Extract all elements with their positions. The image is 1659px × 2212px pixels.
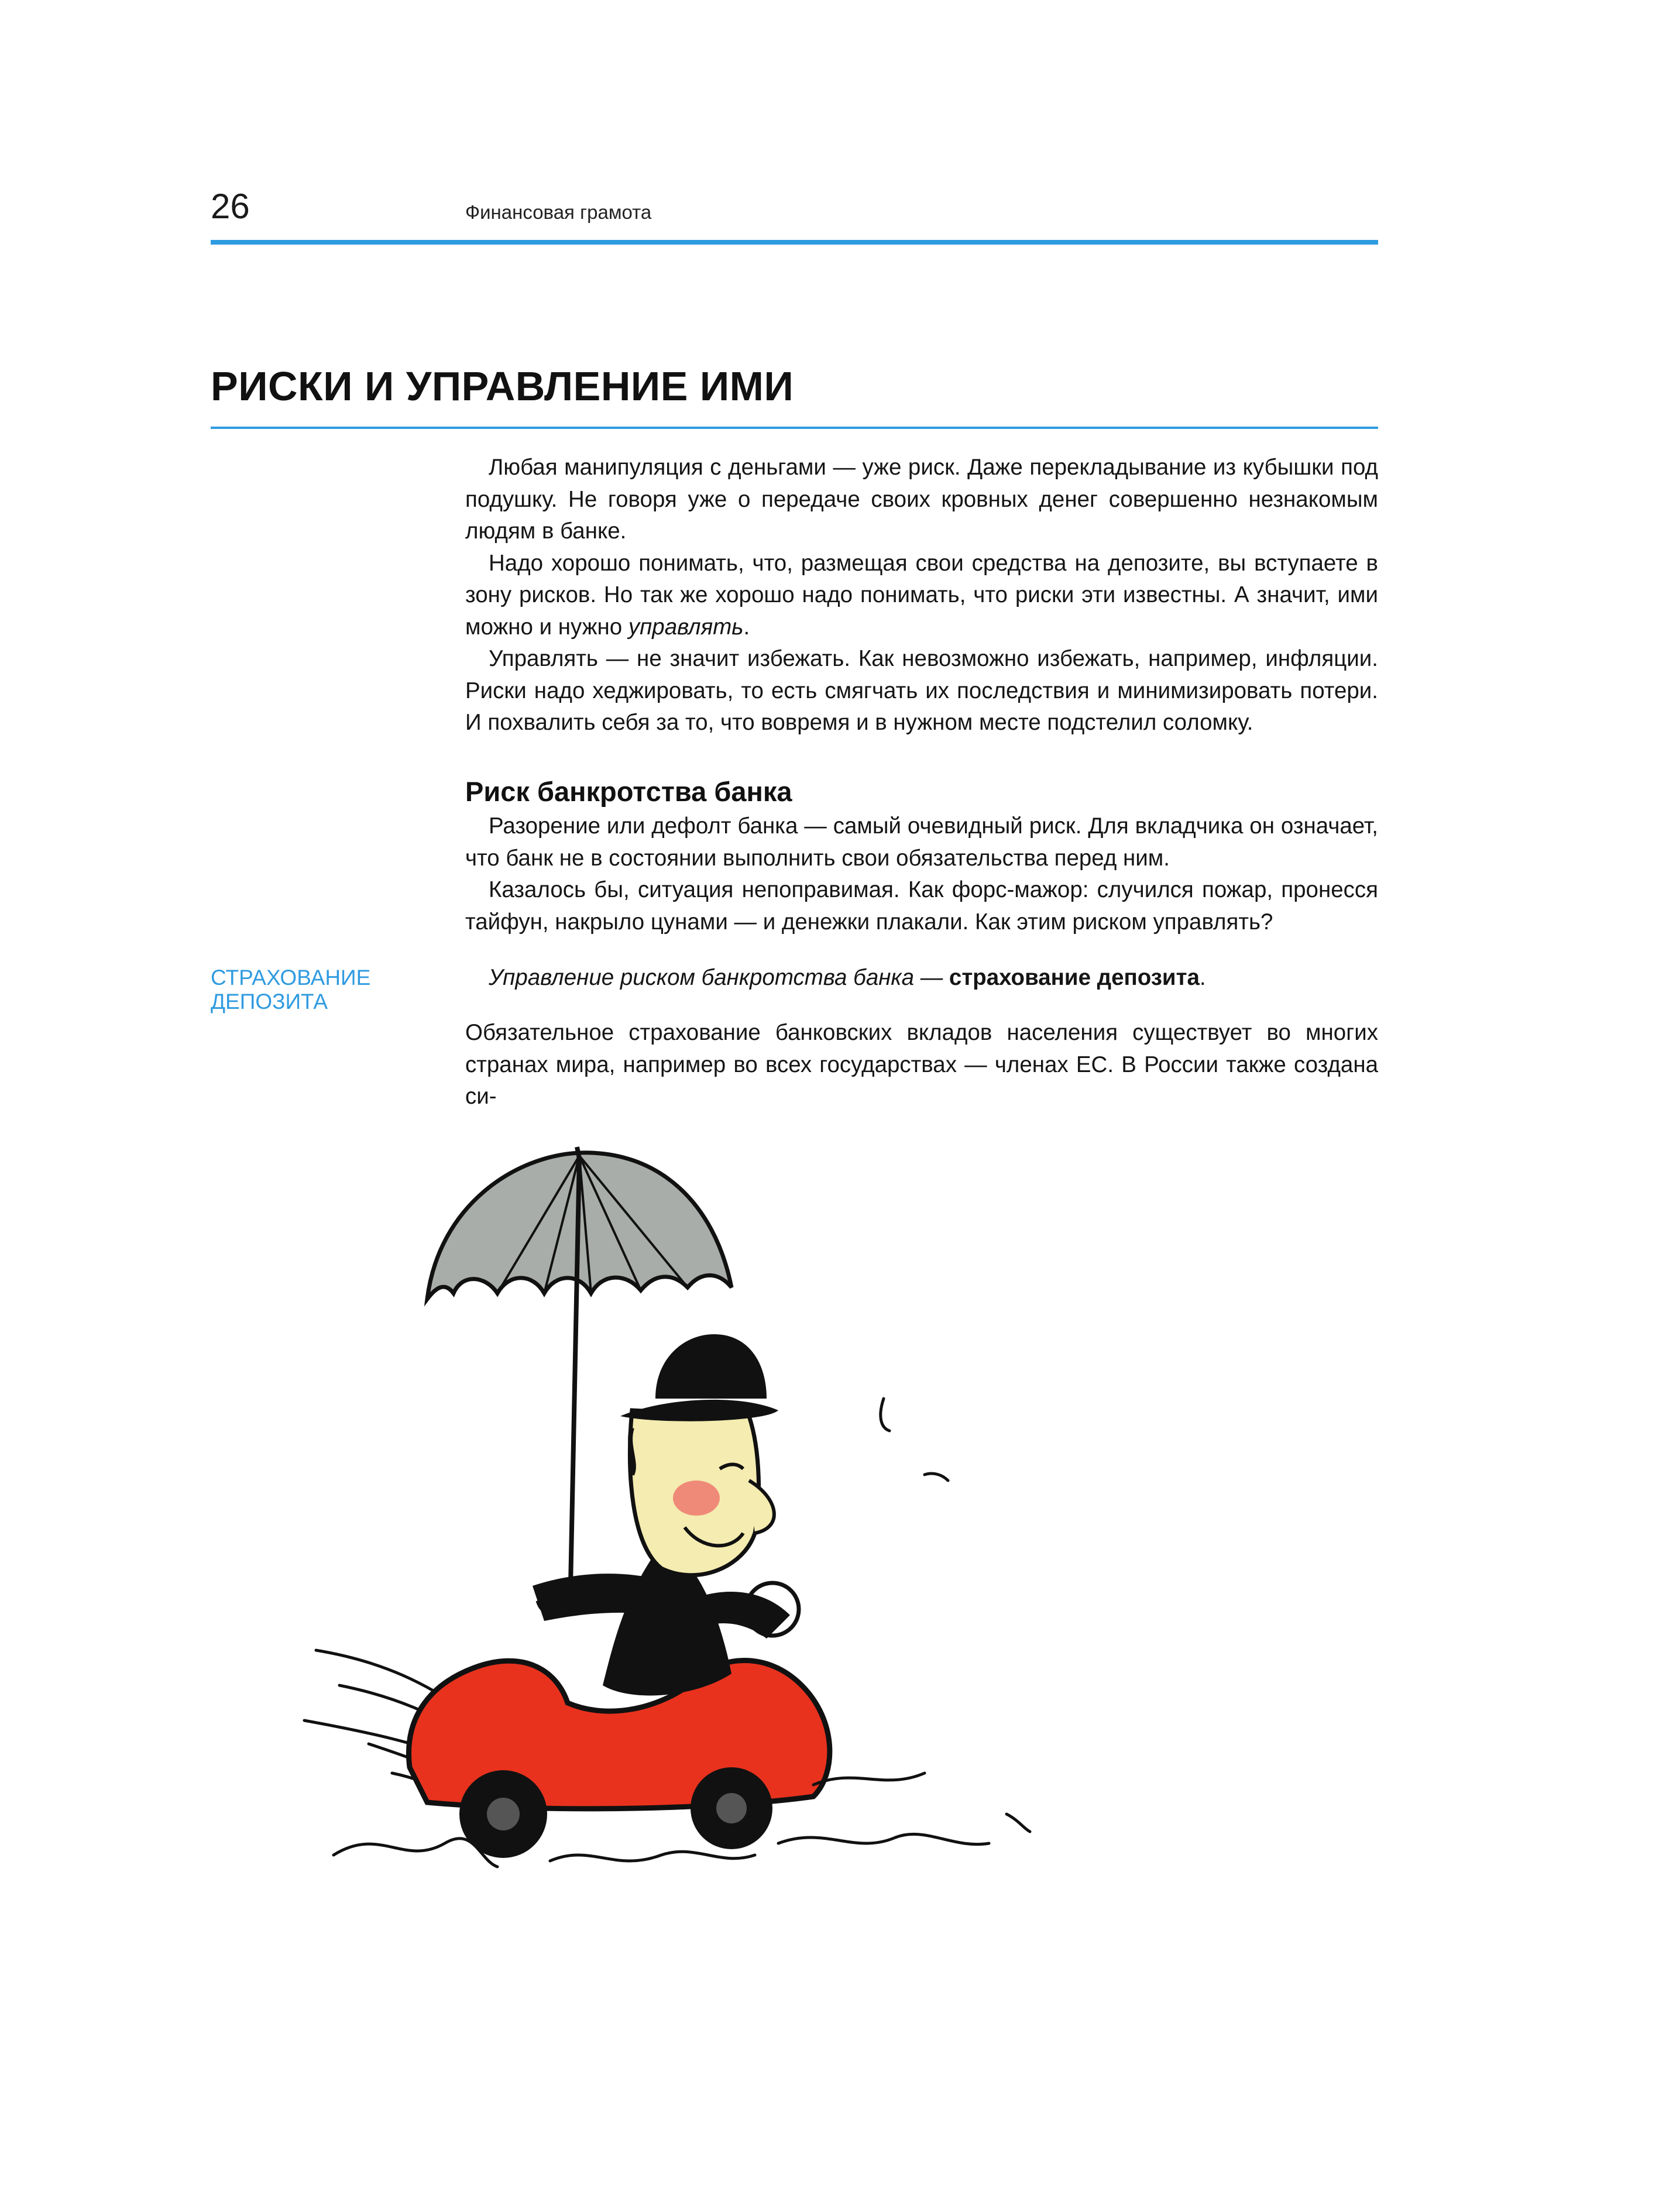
intro-paragraph-2-end: . — [743, 614, 750, 640]
lead-italic: Управление риском банкротства банка — — [489, 965, 949, 990]
section-paragraph-2: Казалось бы, ситуация непоправимая. Как форс-мажор: случился пожар, пронесся тайфун, накрыло цунами — и денежки плакали. Как этим риском управлять? — [465, 877, 1378, 935]
running-title: Финансовая грамота — [465, 201, 652, 223]
header-rule — [211, 240, 1378, 245]
title-rule — [211, 427, 1378, 429]
intro-paragraph-3: Управлять — не значит избежать. Как невозможно избежать, например, инфляции. Риски надо хеджировать, то есть смягчать их последствия и минимизировать потери. И похвалить себя за то, что вовремя и в нужном месте подстелил соломку. — [465, 646, 1378, 735]
section-paragraph-1: Разорение или дефолт банка — самый очевидный риск. Для вкладчика он означает, что банк не в состоянии выполнить свои обязательства перед ним. — [465, 813, 1378, 871]
lead-end: . — [1199, 965, 1206, 990]
margin-note: СТРАХОВАНИЕ ДЕПОЗИТА — [211, 966, 371, 1014]
deposit-insurance-text — [465, 1017, 1378, 1113]
intro-paragraph-2 — [465, 548, 1378, 644]
intro-text — [465, 452, 1378, 739]
lead-statement — [465, 962, 1378, 994]
umbrella-car-illustration — [252, 1124, 1141, 1966]
section-text — [465, 810, 1378, 938]
emphasis-manage: управлять — [628, 614, 744, 640]
intro-paragraph-1: Любая манипуляция с деньгами — уже риск. Даже перекладывание из кубышки под подушку. Не говоря уже о передаче своих кровных денег совершенно незнакомым людям в банке. — [465, 455, 1378, 544]
section-paragraph-3: Обязательное страхование банковских вкладов населения существует во многих странах мира, например во всех государствах — членах ЕС. В России также создана си- — [465, 1020, 1378, 1109]
lead-statement-text — [465, 962, 1378, 994]
intro-paragraph-2-text: Надо хорошо понимать, что, размещая свои средства на депозите, вы вступаете в зону рисков. Но так же хорошо надо понимать, что риски эти известны. А значит, ими можно и нужно — [465, 550, 1378, 640]
chapter-title: РИСКИ И УПРАВЛЕНИЕ ИМИ — [211, 363, 794, 409]
lead-bold: страхование депозита — [949, 965, 1200, 990]
section-heading: Риск банкротства банка — [465, 776, 792, 807]
page-number: 26 — [211, 187, 250, 226]
